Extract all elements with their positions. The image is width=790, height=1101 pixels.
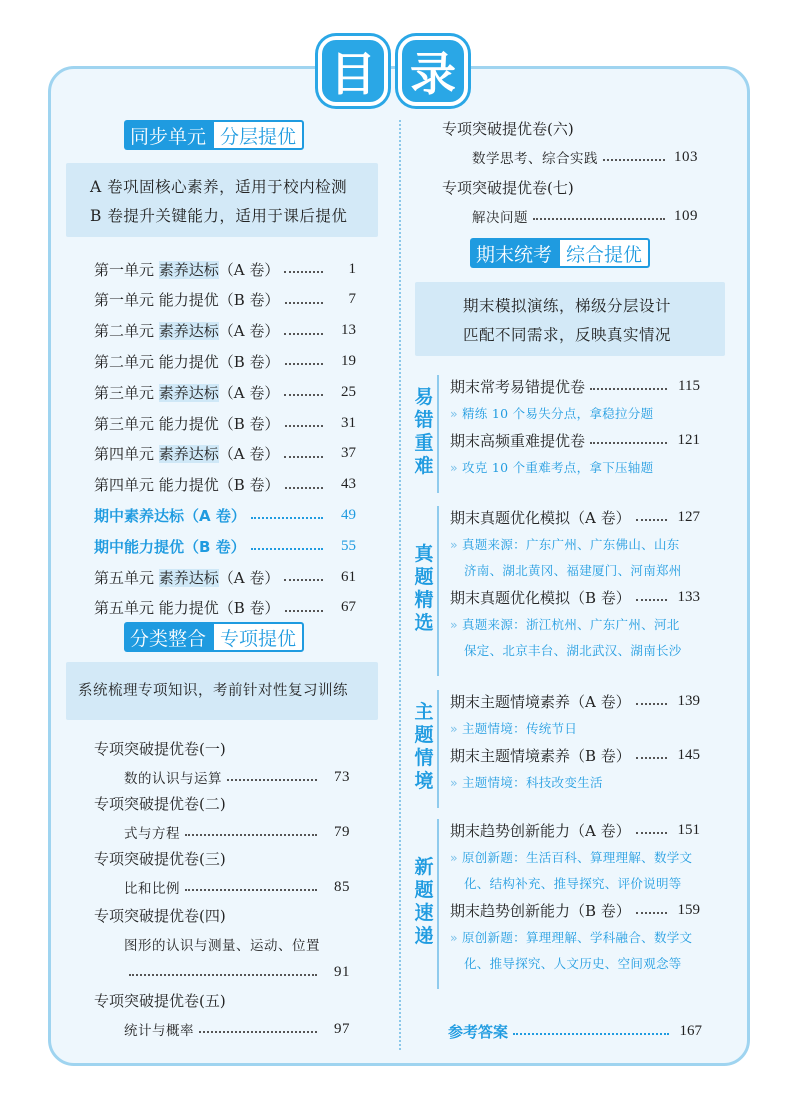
toc-note-text: 精练 10 个易失分点，拿稳拉分题 xyxy=(461,406,654,421)
page-number: 61 xyxy=(341,568,356,585)
toc-subentry-title: 统计与概率 xyxy=(124,1023,194,1039)
toc-note xyxy=(450,871,682,897)
toc-entry[interactable] xyxy=(94,410,356,436)
description-line: B 卷提升关键能力，适用于课后提优 xyxy=(90,207,348,225)
dot-leader xyxy=(636,703,667,705)
dot-leader xyxy=(251,517,323,519)
dot-leader xyxy=(284,456,323,458)
title-part: 第四单元 xyxy=(94,445,159,464)
double-chevron-icon: » xyxy=(450,930,458,945)
title-char: 录 xyxy=(398,36,468,106)
toc-entry-heading[interactable]: 专项突破提优卷(二) xyxy=(94,794,226,813)
toc-entry[interactable] xyxy=(94,595,356,621)
dot-leader xyxy=(636,519,667,521)
toc-subentry-title: 数的认识与运算 xyxy=(124,771,222,787)
group-label xyxy=(413,386,435,478)
dot-leader xyxy=(199,1031,317,1033)
toc-note-text: 原创新题：算理理解、学科融合、数学文 xyxy=(461,930,693,945)
section-header-final-exam[interactable] xyxy=(470,238,650,268)
dot-leader xyxy=(185,834,317,836)
section-header-sub: 分层提优 xyxy=(212,120,304,150)
group-label-char: 主 xyxy=(414,701,434,723)
page-number: 43 xyxy=(341,476,356,493)
title-highlight: 素养达标 xyxy=(158,445,219,464)
toc-note xyxy=(450,770,603,796)
toc-note-text: 真题来源：浙江杭州、广东广州、河北 xyxy=(461,617,680,632)
toc-subentry[interactable] xyxy=(472,145,698,169)
dot-leader xyxy=(285,363,323,365)
double-chevron-icon: » xyxy=(450,406,458,421)
group-label-char: 易 xyxy=(414,386,434,408)
dot-leader xyxy=(603,159,665,161)
toc-subentry[interactable] xyxy=(124,875,350,899)
dot-leader xyxy=(636,599,667,601)
group-bar xyxy=(437,690,439,808)
title-part: （A 卷） xyxy=(218,445,280,464)
dot-leader xyxy=(227,779,317,781)
toc-subentry-title: 式与方程 xyxy=(124,826,180,842)
toc-entry-heading[interactable]: 专项突破提优卷(四) xyxy=(94,906,226,925)
title-part: 期中素养达标（A 卷） xyxy=(94,506,246,525)
toc-subentry-leader xyxy=(124,960,350,984)
toc-entry-title xyxy=(94,536,246,557)
dot-leader xyxy=(285,302,323,304)
group-label-char: 题 xyxy=(414,879,434,901)
page-number: 55 xyxy=(341,537,356,554)
section-header-sub: 专项提优 xyxy=(212,622,304,652)
group-label-char: 新 xyxy=(414,856,434,878)
group-label xyxy=(413,701,435,793)
title-part: 第三单元 能力提优（B 卷） xyxy=(94,414,280,433)
page-number: 73 xyxy=(334,768,350,785)
toc-entry-heading[interactable]: 专项突破提优卷(一) xyxy=(94,739,226,758)
dot-leader xyxy=(185,889,317,891)
toc-note xyxy=(450,845,692,871)
toc-entry-title: 期末趋势创新能力（B 卷） xyxy=(450,901,631,920)
toc-note-text: 保定、北京丰台、湖北武汉、湖南长沙 xyxy=(464,643,682,658)
title-highlight: 素养达标 xyxy=(158,383,219,402)
title-part: 第二单元 能力提优（B 卷） xyxy=(94,352,280,371)
toc-entry-title xyxy=(94,320,279,341)
page-number: 159 xyxy=(677,901,700,918)
page-number: 145 xyxy=(677,746,700,763)
title-part: 第一单元 xyxy=(94,260,159,279)
toc-entry[interactable] xyxy=(450,584,700,610)
group-label xyxy=(413,543,435,635)
toc-subentry-title: 数学思考、综合实践 xyxy=(472,151,598,167)
section-header-main: 分类整合 xyxy=(124,622,212,652)
toc-note xyxy=(450,951,682,977)
group-label-char: 境 xyxy=(414,770,434,792)
page-number: 85 xyxy=(334,878,350,895)
page-number: 167 xyxy=(679,1022,702,1039)
toc-note xyxy=(450,401,653,427)
title-part: 期中能力提优（B 卷） xyxy=(94,537,246,556)
group-bar xyxy=(437,375,439,493)
double-chevron-icon: » xyxy=(450,460,458,475)
toc-entry-title xyxy=(94,259,279,280)
section-header-main: 同步单元 xyxy=(124,120,212,150)
dot-leader xyxy=(285,487,323,489)
title-part: 第五单元 xyxy=(94,568,159,587)
dot-leader xyxy=(285,610,323,612)
group-label-char: 错 xyxy=(414,409,434,431)
dot-leader xyxy=(284,394,323,396)
toc-note-text: 化、结构补充、推导探究、评价说明等 xyxy=(464,876,682,891)
title-highlight: 素养达标 xyxy=(158,322,219,341)
description-line: 期末模拟演练，梯级分层设计 xyxy=(463,297,672,315)
toc-entry-title xyxy=(94,474,280,495)
toc-entry[interactable] xyxy=(450,427,700,453)
group-label-char: 难 xyxy=(414,455,434,477)
title-highlight: 素养达标 xyxy=(158,568,219,587)
toc-note xyxy=(450,532,680,558)
page-number: 49 xyxy=(341,506,356,523)
toc-entry-title xyxy=(94,567,279,588)
page-number: 109 xyxy=(674,207,698,224)
toc-note-text: 攻克 10 个重难考点，拿下压轴题 xyxy=(461,460,654,475)
page-title xyxy=(318,36,468,106)
page-number: 97 xyxy=(334,1020,350,1037)
toc-entry-title: 参考答案 xyxy=(448,1022,509,1041)
page-number: 1 xyxy=(348,260,356,277)
title-part: 第二单元 xyxy=(94,322,159,341)
double-chevron-icon: » xyxy=(450,775,458,790)
description-line: A 卷巩固核心素养，适用于校内检测 xyxy=(90,178,348,196)
title-part: 第一单元 能力提优（B 卷） xyxy=(94,291,280,310)
toc-subentry[interactable] xyxy=(124,765,350,789)
toc-note-text: 主题情境：科技改变生活 xyxy=(461,775,603,790)
dot-leader xyxy=(251,548,323,550)
toc-entry-title xyxy=(94,443,279,464)
toc-entry-title xyxy=(94,413,280,434)
toc-entry[interactable] xyxy=(450,897,700,923)
toc-entry[interactable] xyxy=(94,348,356,374)
page-number: 67 xyxy=(341,599,356,616)
group-label-char: 精 xyxy=(414,589,434,611)
page-number: 103 xyxy=(674,148,698,165)
page-number: 133 xyxy=(677,588,700,605)
page-number: 151 xyxy=(677,821,700,838)
page-number: 121 xyxy=(677,431,700,448)
toc-entry[interactable] xyxy=(94,379,356,405)
dot-leader xyxy=(590,442,667,444)
toc-entry-title xyxy=(94,597,280,618)
group-label-char: 递 xyxy=(414,925,434,947)
group-label xyxy=(413,856,435,948)
dot-leader xyxy=(129,974,317,976)
double-chevron-icon: » xyxy=(450,537,458,552)
toc-entry-title: 期末常考易错提优卷 xyxy=(450,377,586,396)
toc-note-text: 化、推导探究、人文历史、空间观念等 xyxy=(464,956,682,971)
section-header-sync-units[interactable] xyxy=(124,120,304,150)
toc-entry-title: 期末真题优化模拟（A 卷） xyxy=(450,508,631,527)
toc-entry-heading[interactable]: 专项突破提优卷(五) xyxy=(94,991,226,1010)
page-number: 37 xyxy=(341,445,356,462)
toc-entry[interactable] xyxy=(94,287,356,313)
description-line: 匹配不同需求，反映真实情况 xyxy=(463,326,672,344)
page-number: 31 xyxy=(341,414,356,431)
toc-subentry-title: 比和比例 xyxy=(124,881,180,897)
group-label-char: 题 xyxy=(414,724,434,746)
toc-note-text: 真题来源：广东广州、广东佛山、山东 xyxy=(461,537,680,552)
toc-entry[interactable] xyxy=(94,472,356,498)
page-number: 127 xyxy=(677,508,700,525)
toc-subentry[interactable] xyxy=(472,204,698,228)
toc-subentry[interactable]: 图形的认识与测量、运动、位置 xyxy=(124,938,320,954)
toc-entry-title xyxy=(94,351,280,372)
toc-entry[interactable] xyxy=(450,504,700,530)
title-part: （A 卷） xyxy=(218,260,280,279)
group-label-char: 情 xyxy=(414,747,434,769)
toc-subentry[interactable] xyxy=(124,1017,350,1041)
toc-entry-heading[interactable]: 专项突破提优卷(六) xyxy=(442,119,574,138)
dot-leader xyxy=(590,388,667,390)
dot-leader xyxy=(636,912,667,914)
toc-entry-title xyxy=(94,289,280,310)
dot-leader xyxy=(284,271,323,273)
toc-entry[interactable] xyxy=(94,564,356,590)
group-label-char: 速 xyxy=(414,902,434,924)
dot-leader xyxy=(636,757,667,759)
title-highlight: 素养达标 xyxy=(158,260,219,279)
title-part: （A 卷） xyxy=(218,383,280,402)
group-label-char: 选 xyxy=(414,612,434,634)
dot-leader xyxy=(533,218,665,220)
dot-leader xyxy=(284,579,323,581)
title-part: （A 卷） xyxy=(218,322,280,341)
toc-note xyxy=(450,638,682,664)
page-number: 7 xyxy=(348,291,356,308)
toc-note xyxy=(450,716,577,742)
toc-entry[interactable] xyxy=(94,256,356,282)
title-part: （A 卷） xyxy=(218,568,280,587)
title-part: 第五单元 能力提优（B 卷） xyxy=(94,599,280,618)
section-header-main: 期末统考 xyxy=(470,238,558,268)
description-box xyxy=(66,163,378,237)
description-line: 系统梳理专项知识，考前针对性复习训练 xyxy=(78,683,348,699)
section-header-classified[interactable] xyxy=(124,622,304,652)
dot-leader xyxy=(513,1033,669,1035)
dot-leader xyxy=(285,425,323,427)
title-char: 目 xyxy=(318,36,388,106)
toc-entry-title: 期末高频重难提优卷 xyxy=(450,431,586,450)
double-chevron-icon: » xyxy=(450,850,458,865)
dot-leader xyxy=(284,333,323,335)
toc-subentry[interactable] xyxy=(124,820,350,844)
page-number: 19 xyxy=(341,352,356,369)
toc-entry[interactable] xyxy=(94,502,356,528)
toc-entry-title xyxy=(94,382,279,403)
toc-entry-title: 期末主题情境素养（B 卷） xyxy=(450,746,631,765)
toc-note-text: 原创新题：生活百科、算理理解、数学文 xyxy=(461,850,693,865)
toc-note xyxy=(450,612,680,638)
toc-note xyxy=(450,455,653,481)
toc-entry[interactable] xyxy=(94,533,356,559)
description-box xyxy=(66,662,378,720)
column-divider xyxy=(399,120,401,1050)
description-box xyxy=(415,282,725,356)
dot-leader xyxy=(636,832,667,834)
toc-entry-heading[interactable]: 专项突破提优卷(七) xyxy=(442,178,574,197)
toc-note xyxy=(450,925,692,951)
toc-entry[interactable] xyxy=(94,318,356,344)
toc-entry-answers[interactable] xyxy=(448,1018,702,1044)
section-header-sub: 综合提优 xyxy=(558,238,650,268)
page-number: 79 xyxy=(334,823,350,840)
title-part: 第四单元 能力提优（B 卷） xyxy=(94,476,280,495)
toc-note-text: 主题情境：传统节日 xyxy=(461,721,578,736)
toc-entry-title: 期末主题情境素养（A 卷） xyxy=(450,692,631,711)
group-label-char: 真 xyxy=(414,543,434,565)
toc-note-text: 济南、湖北黄冈、福建厦门、河南郑州 xyxy=(464,563,682,578)
toc-entry-title: 期末趋势创新能力（A 卷） xyxy=(450,821,631,840)
toc-entry[interactable] xyxy=(450,373,700,399)
toc-entry-title xyxy=(94,505,246,526)
page-number: 13 xyxy=(341,322,356,339)
title-part: 第三单元 xyxy=(94,383,159,402)
page-number: 139 xyxy=(677,692,700,709)
toc-entry[interactable] xyxy=(450,688,700,714)
toc-note xyxy=(450,558,682,584)
toc-entry-title: 期末真题优化模拟（B 卷） xyxy=(450,588,631,607)
toc-entry[interactable] xyxy=(450,742,700,768)
page-number: 91 xyxy=(334,963,350,980)
group-bar xyxy=(437,506,439,676)
group-label-char: 题 xyxy=(414,566,434,588)
toc-subentry-title: 解决问题 xyxy=(472,210,528,226)
toc-entry[interactable] xyxy=(94,441,356,467)
page-number: 25 xyxy=(341,383,356,400)
toc-entry-heading[interactable]: 专项突破提优卷(三) xyxy=(94,849,226,868)
toc-entry[interactable] xyxy=(450,817,700,843)
double-chevron-icon: » xyxy=(450,617,458,632)
group-bar xyxy=(437,819,439,989)
group-label-char: 重 xyxy=(414,432,434,454)
page-number: 115 xyxy=(678,377,700,394)
double-chevron-icon: » xyxy=(450,721,458,736)
